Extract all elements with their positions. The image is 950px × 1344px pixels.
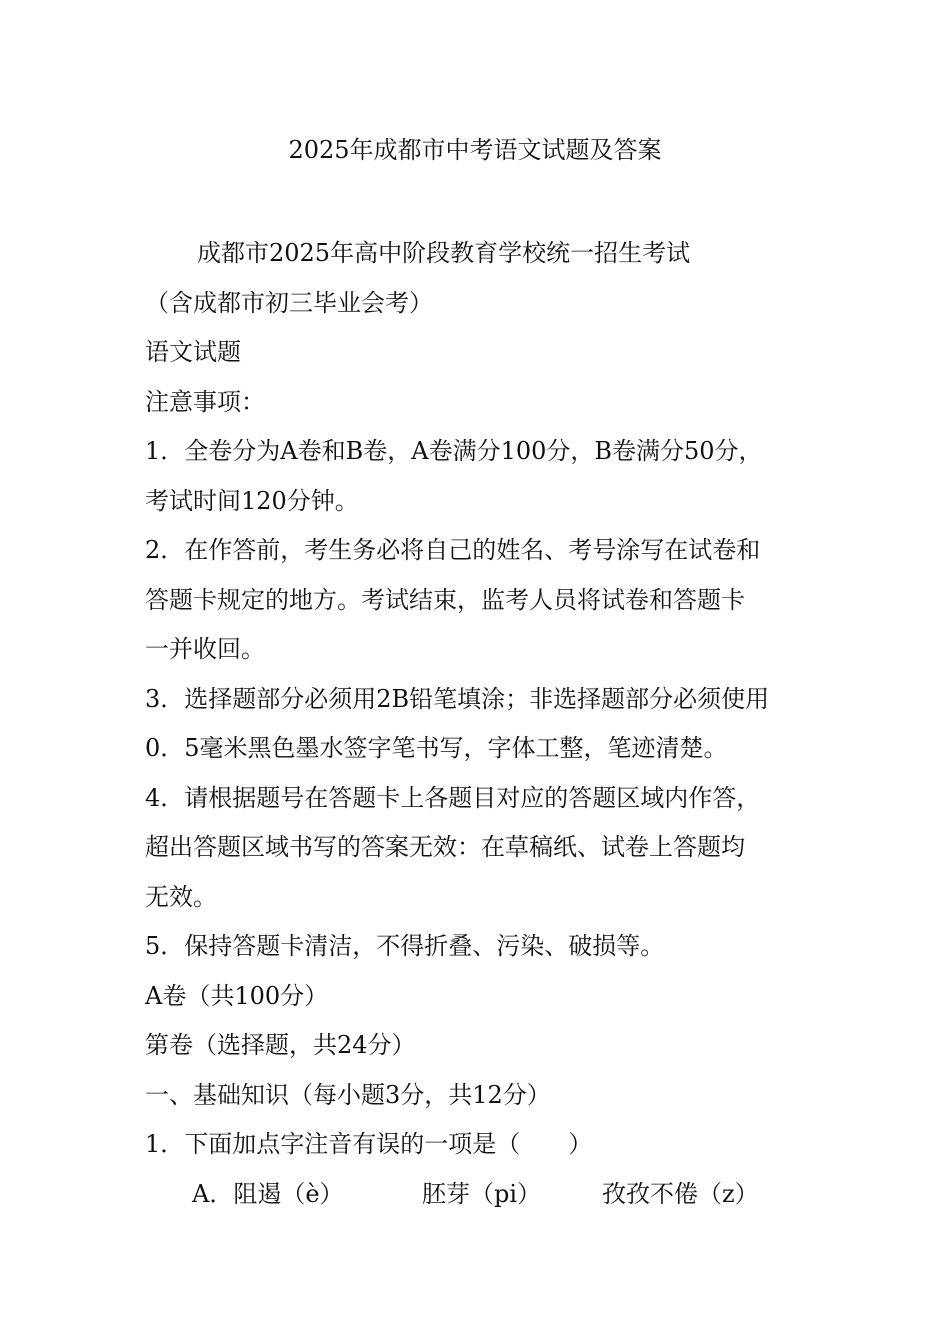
subject-label: 语文试题 xyxy=(145,338,241,366)
notice-4-line-2: 超出答题区域书写的答案无效：在草稿纸、试卷上答题均 xyxy=(145,833,745,861)
exam-heading: 成都市2025年高中阶段教育学校统一招生考试 xyxy=(197,239,691,267)
exam-subheading: （含成都市初三毕业会考） xyxy=(145,288,433,317)
notice-1-line-2: 考试时间120分钟。 xyxy=(145,486,359,515)
document-body xyxy=(145,229,825,1219)
part-1-heading: 第卷（选择题，共24分） xyxy=(145,1031,416,1059)
option-a-item-1: A．阻遏（è） xyxy=(192,1179,344,1208)
notice-1-line-1: 1．全卷分为A卷和B卷，A卷满分100分，B卷满分50分， xyxy=(145,437,763,465)
question-1-option-a xyxy=(145,1170,825,1220)
notice-2-line-3: 一并收回。 xyxy=(145,635,265,663)
notice-2-line-1: 2．在作答前，考生务必将自己的姓名、考号涂写在试卷和 xyxy=(145,536,761,564)
section-1-heading: 一、基础知识（每小题3分，共12分） xyxy=(145,1080,551,1109)
notice-title: 注意事项： xyxy=(145,387,265,416)
notice-4-line-1: 4．请根据题号在答题卡上各题目对应的答题区域内作答， xyxy=(145,783,761,812)
notice-5: 5．保持答题卡清洁，不得折叠、污染、破损等。 xyxy=(145,932,665,960)
notice-3-line-2: 0．5毫米黑色墨水签字笔书写，字体工整，笔迹清楚。 xyxy=(145,734,728,762)
option-a-item-3: 孜孜不倦（z） xyxy=(602,1179,759,1208)
notice-2-line-2: 答题卡规定的地方。考试结束，监考人员将试卷和答题卡 xyxy=(145,585,745,614)
paper-a-heading: A卷（共100分） xyxy=(145,981,329,1010)
document-title: 2025年成都市中考语文试题及答案 xyxy=(288,136,662,164)
option-a-item-2: 胚芽（pi） xyxy=(422,1179,542,1208)
notice-4-line-3: 无效。 xyxy=(145,882,217,911)
notice-3-line-1: 3．选择题部分必须用2B铅笔填涂；非选择题部分必须使用 xyxy=(145,684,770,713)
question-1: 1．下面加点字注音有误的一项是（ ） xyxy=(145,1130,593,1158)
